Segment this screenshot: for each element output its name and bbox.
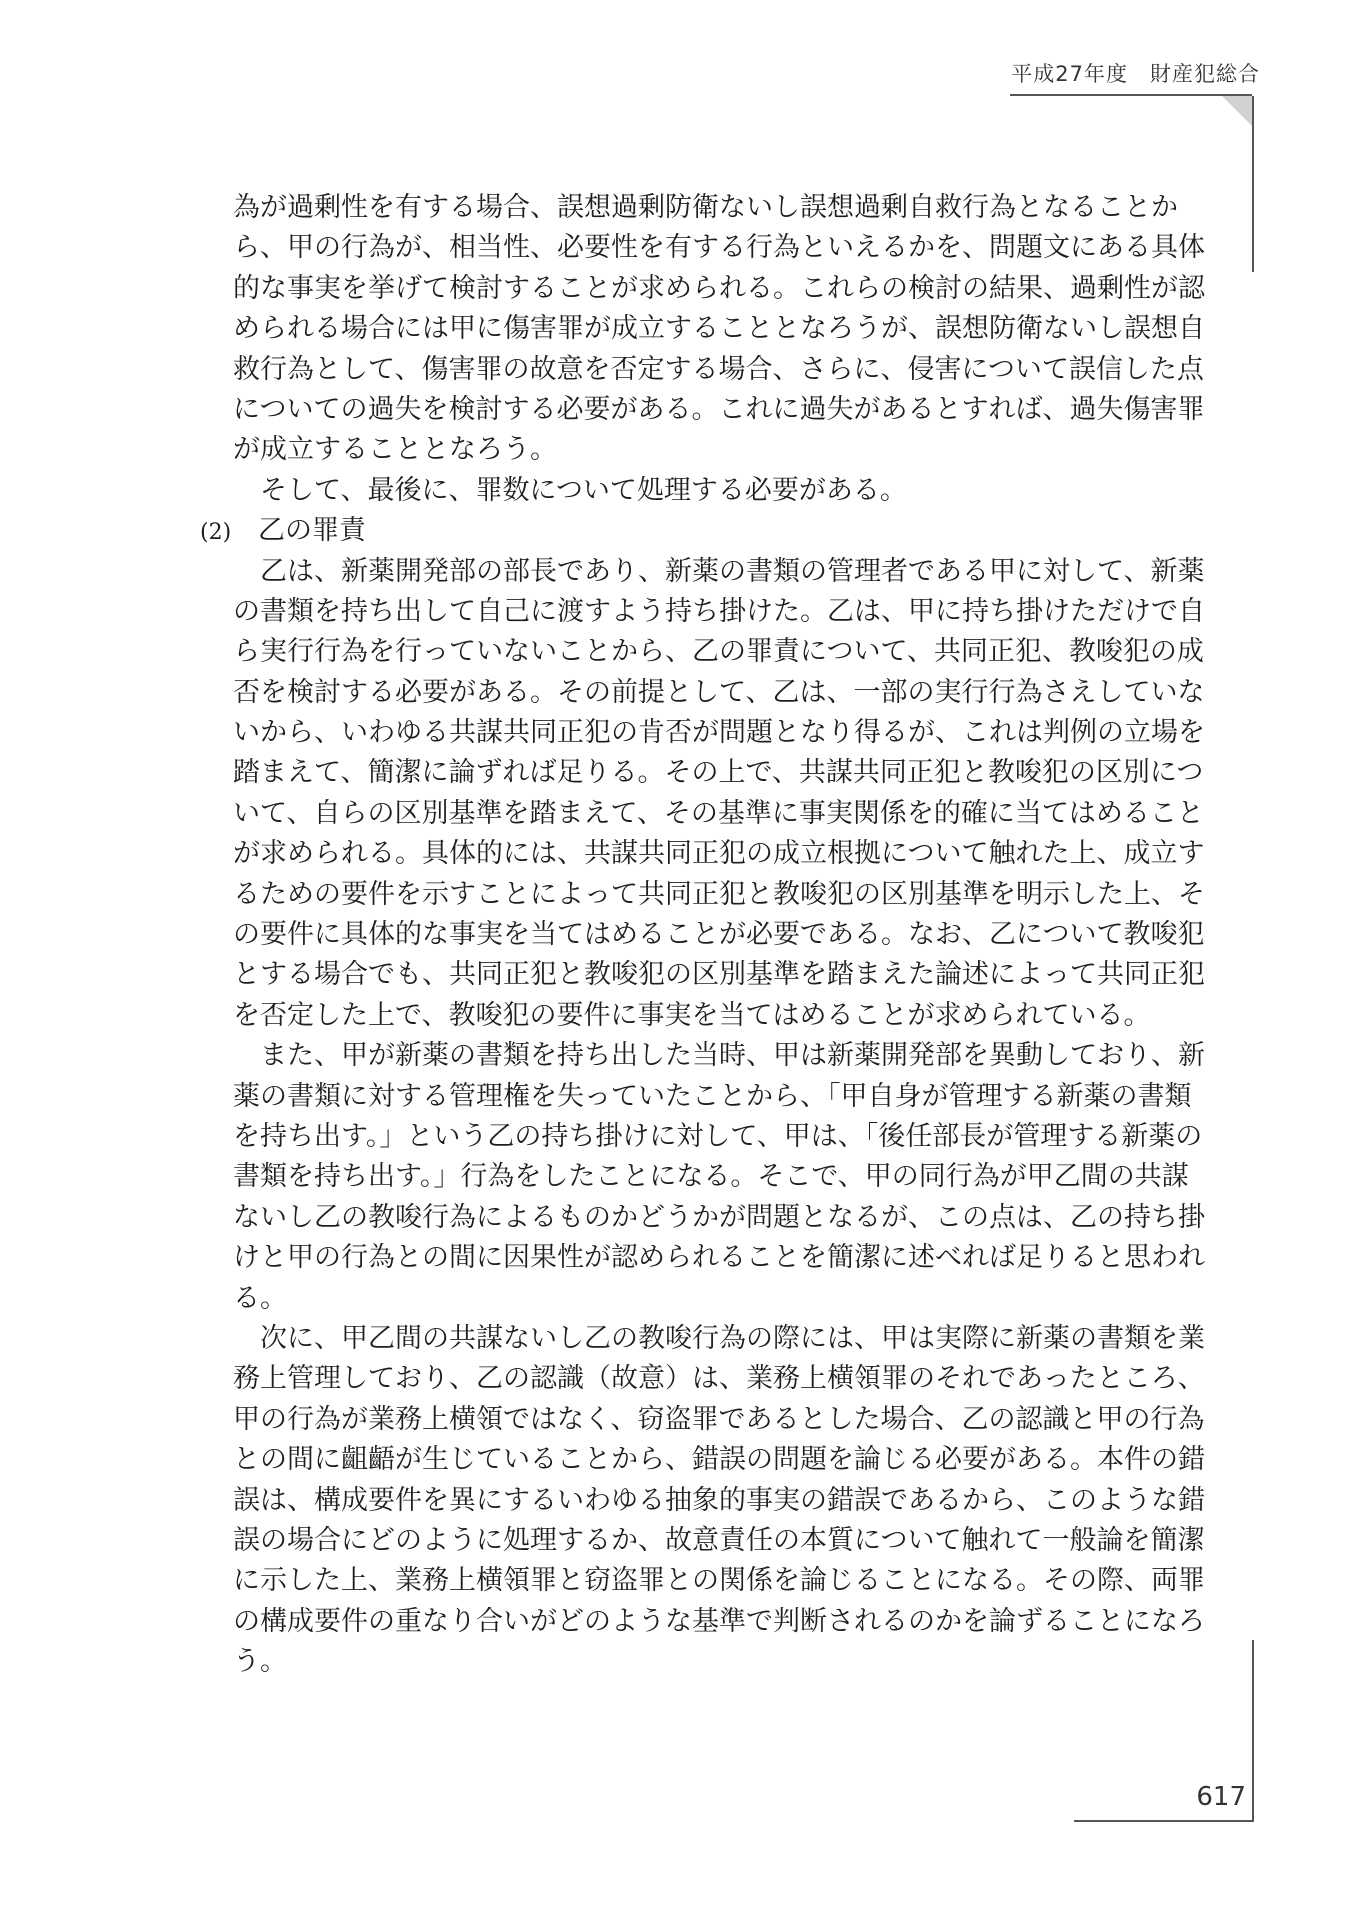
text-line: 的な事実を挙げて検討することが求められる。これらの検討の結果、過剰性が認 [233,272,1205,304]
page-number: 617 [1196,1782,1246,1812]
section-number: (2) [200,520,232,546]
text-line: いから、いわゆる共謀共同正犯の肯否が問題となり得るが、これは判例の立場を [233,717,1205,749]
paragraph-2 [233,471,1217,511]
text-line: 救行為として、傷害罪の故意を否定する場合、さらに、侵害について誤信した点 [233,353,1204,385]
running-header-title: 財産犯総合 [1150,62,1260,86]
paragraph-3 [233,552,1217,1037]
text-line: 踏まえて、簡潔に論ずれば足りる。その上で、共謀共同正犯と教唆犯の区別につ [233,757,1204,789]
text-line: 次に、甲乙間の共謀ないし乙の教唆行為の際には、甲は実際に新薬の書類を業 [260,1322,1205,1354]
text-line: ないし乙の教唆行為によるものかどうかが問題となるが、この点は、乙の持ち掛 [233,1201,1205,1233]
running-header [1011,58,1260,88]
text-line: また、甲が新薬の書類を持ち出した当時、甲は新薬開発部を異動しており、新 [260,1040,1205,1072]
text-line: 為が過剰性を有する場合、誤想過剰防衛ないし誤想過剰自救行為となることか [233,192,1178,223]
text-line: とする場合でも、共同正犯と教唆犯の区別基準を踏まえた論述によって共同正犯 [233,959,1205,991]
corner-fold-mark [1222,96,1254,128]
text-line: められる場合には甲に傷害罪が成立することとなろうが、誤想防衛ないし誤想自 [233,313,1205,345]
text-line: 誤の場合にどのように処理するか、故意責任の本質について触れて一般論を簡潔 [233,1524,1205,1556]
side-rule-bottom [1252,1640,1254,1822]
header-rule [1010,94,1252,96]
text-line: 否を検討する必要がある。その前提として、乙は、一部の実行行為さえしていな [233,676,1205,708]
footer-rule [1074,1820,1254,1822]
text-line: るための要件を示すことによって共同正犯と教唆犯の区別基準を明示した上、そ [233,878,1205,910]
text-line: との間に齟齬が生じていることから、錯誤の問題を論じる必要がある。本件の錯 [233,1444,1205,1476]
text-line: う。 [233,1646,287,1678]
text-line: けと甲の行為との間に因果性が認められることを簡潔に述べれば足りると思われ [233,1242,1205,1274]
paragraph-1 [233,188,1217,471]
text-line: そして、最後に、罪数について処理する必要がある。 [260,474,907,506]
text-line: 書類を持ち出す。」行為をしたことになる。そこで、甲の同行為が甲乙間の共謀 [233,1161,1189,1193]
text-line: の構成要件の重なり合いがどのような基準で判断されるのかを論ずることになろ [233,1605,1205,1637]
text-line: 務上管理しており、乙の認識（故意）は、業務上横領罪のそれであったところ、 [233,1363,1205,1395]
running-header-year: 平成27年度 [1011,62,1128,86]
text-line: の書類を持ち出して自己に渡すよう持ち掛けた。乙は、甲に持ち掛けただけで自 [233,595,1205,627]
text-line: を否定した上で、教唆犯の要件に事実を当てはめることが求められている。 [233,999,1151,1031]
text-line: に示した上、業務上横領罪と窃盗罪との関係を論じることになる。その際、両罪 [233,1565,1205,1597]
text-line: が成立することとなろう。 [233,434,557,466]
body-text [200,188,1217,1682]
section-title: 乙の罪責 [258,515,366,547]
paragraph-5 [233,1319,1217,1683]
text-line: ら実行行為を行っていないことから、乙の罪責について、共同正犯、教唆犯の成 [233,636,1204,668]
text-line: 甲の行為が業務上横領ではなく、窃盗罪であるとした場合、乙の認識と甲の行為 [233,1403,1205,1435]
section-heading [200,511,1217,551]
text-line: いて、自らの区別基準を踏まえて、その基準に事実関係を的確に当てはめること [233,797,1204,829]
text-line: ら、甲の行為が、相当性、必要性を有する行為といえるかを、問題文にある具体 [233,232,1205,264]
text-line: の要件に具体的な事実を当てはめることが必要である。なお、乙について教唆犯 [233,919,1205,951]
paragraph-4 [233,1036,1217,1319]
text-line: 誤は、構成要件を異にするいわゆる抽象的事実の錯誤であるから、このような錯 [233,1484,1205,1516]
text-line: 薬の書類に対する管理権を失っていたことから、「甲自身が管理する新薬の書類 [233,1080,1192,1112]
text-line: が求められる。具体的には、共謀共同正犯の成立根拠について触れた上、成立す [233,838,1205,870]
text-line: 乙は、新薬開発部の部長であり、新薬の書類の管理者である甲に対して、新薬 [260,555,1205,587]
text-line: る。 [233,1282,287,1314]
text-line: を持ち出す。」という乙の持ち掛けに対して、甲は、「後任部長が管理する新薬の [233,1120,1203,1152]
side-rule-top [1252,96,1254,272]
text-line: についての過失を検討する必要がある。これに過失があるとすれば、過失傷害罪 [233,393,1205,425]
